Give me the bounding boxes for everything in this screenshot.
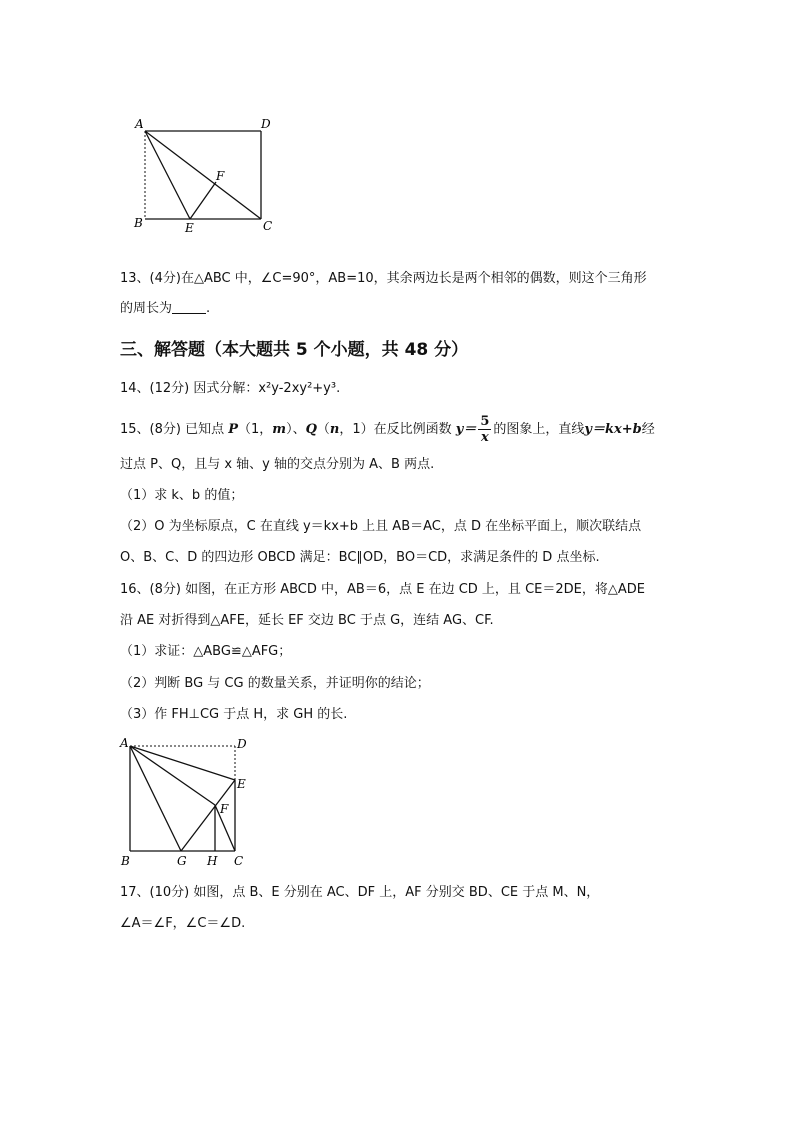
fig2-label-f: F (220, 802, 229, 816)
q15-fraction-numerator: 5 (480, 414, 490, 429)
fig2-label-d: D (237, 737, 247, 751)
q15-fraction (478, 414, 491, 445)
q15-text-e: ，1）在反比例函数 (339, 422, 452, 437)
q16-sub3: （3）作 FH⊥CG 于点 H，求 GH 的长. (120, 707, 348, 722)
q15-text-d: （ (316, 422, 330, 437)
q16-sub2: （2）判断 BG 与 CG 的数量关系，并证明你的结论； (120, 676, 430, 691)
fig2-label-e: E (237, 777, 246, 791)
q13-line2 (120, 300, 210, 318)
fig2-label-b: B (121, 854, 130, 868)
fig2-label-g: G (177, 854, 187, 868)
q15-line-equation: y＝kx+b (584, 422, 642, 437)
q17-line1: 17、(10分) 如图，点 B、E 分别在 AC、DF 上，AF 分别交 BD、CE 于点 M、N， (120, 885, 600, 900)
q17-line2: ∠A＝∠F，∠C＝∠D. (120, 916, 246, 931)
q15-sub2-line2: O、B、C、D 的四边形 OBCD 满足：BC∥OD，BO＝CD，求满足条件的 D 点坐标. (120, 550, 600, 565)
fig1-label-d: D (261, 117, 271, 131)
q13-line2-end: . (206, 301, 211, 316)
q15-text-a: 15、(8分) 已知点 (120, 422, 225, 437)
fig2-label-c: C (234, 854, 244, 868)
q15-var-n: n (329, 422, 340, 437)
fig1-label-c: C (263, 219, 273, 233)
q15-line1 (120, 414, 655, 445)
q14-text: 14、(12分) 因式分解：x²y-2xy²+y³. (120, 381, 341, 396)
q15-text-b: （1， (238, 422, 273, 437)
q16-line1: 16、(8分) 如图，在正方形 ABCD 中，AB＝6，点 E 在边 CD 上，且 CE＝2DE，将△ADE (120, 582, 645, 597)
fig2-label-a: A (120, 736, 129, 750)
q15-text-c: ）、 (286, 422, 306, 437)
q15-point-p: P (228, 422, 239, 437)
section-title: 三、解答题（本大题共 5 个小题，共 48 分） (120, 340, 469, 360)
q15-sub2-line1: （2）O 为坐标原点，C 在直线 y＝kx+b 上且 AB＝AC，点 D 在坐标平面上，顺次联结点 (120, 519, 642, 534)
q15-text-g: 经 (641, 422, 655, 437)
q15-var-m: m (272, 422, 287, 437)
q13-answer-blank[interactable] (172, 301, 206, 314)
q15-fraction-denominator: x (481, 430, 489, 445)
fig1-label-b: B (134, 216, 143, 230)
q15-sub1: （1）求 k、b 的值； (120, 488, 244, 503)
figure-square-abcd (115, 733, 265, 873)
q16-sub1: （1）求证：△ABG≌△AFG； (120, 644, 292, 659)
q13-line2-text: 的周长为 (120, 301, 173, 316)
q16-line2: 沿 AE 对折得到△AFE，延长 EF 交边 BC 于点 G，连结 AG、CF. (120, 613, 494, 628)
q13-line1: 13、(4分)在△ABC 中，∠C=90°，AB=10，其余两边长是两个相邻的偶数，则这个三角形 (120, 271, 647, 286)
q15-text-f: 的图象上，直线 (493, 422, 585, 437)
fig1-label-f: F (216, 169, 225, 183)
fig2-label-h: H (207, 854, 218, 868)
q15-line2: 过点 P、Q，且与 x 轴、y 轴的交点分别为 A、B 两点. (120, 457, 435, 472)
figure-rectangle-abcd (130, 112, 280, 238)
q15-point-q: Q (305, 422, 317, 437)
q15-y-equals: y＝ (455, 422, 477, 437)
fig1-label-e: E (185, 221, 194, 235)
fig1-label-a: A (135, 117, 144, 131)
